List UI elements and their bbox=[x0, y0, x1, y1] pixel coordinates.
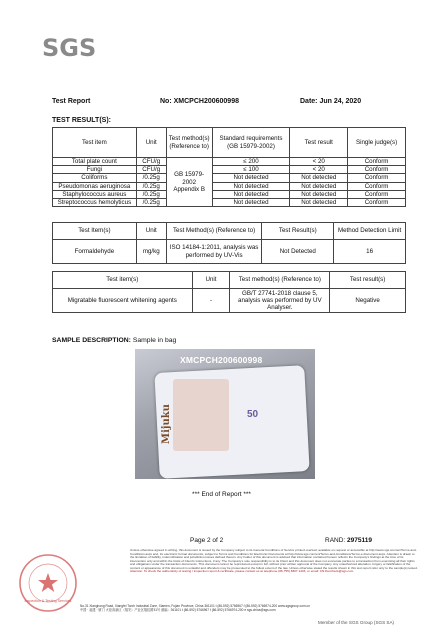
rand-label: RAND: bbox=[325, 537, 346, 544]
results-title: TEST RESULT(S): bbox=[52, 117, 111, 124]
header-cell: Test item(s) bbox=[53, 272, 193, 289]
table-cell: CFU/g bbox=[136, 158, 166, 166]
table-row bbox=[53, 289, 406, 313]
table-row bbox=[53, 166, 406, 174]
table-cell: Not detected bbox=[212, 174, 290, 182]
table-row bbox=[53, 174, 406, 182]
company-stamp bbox=[17, 552, 79, 614]
header-cell: Single judge(s) bbox=[348, 128, 406, 158]
table-cell: < 20 bbox=[290, 166, 348, 174]
report-date: Date: Jun 24, 2020 bbox=[300, 98, 362, 105]
test-report-label: Test Report bbox=[52, 98, 91, 105]
sample-description-text: Sample in bag bbox=[132, 337, 177, 344]
formaldehyde-table bbox=[52, 222, 406, 264]
table-header-row bbox=[53, 223, 406, 240]
table-cell: Pseudomonas aeruginosa bbox=[53, 182, 137, 190]
table-cell: < 20 bbox=[290, 158, 348, 166]
sgs-logo-text: SGS bbox=[42, 34, 97, 60]
table-cell: Conform bbox=[348, 190, 406, 198]
sgs-logo bbox=[42, 32, 98, 60]
header-cell: Test Method(s) (Reference to) bbox=[166, 223, 262, 240]
table-row bbox=[53, 158, 406, 166]
table-cell: /0.25g bbox=[136, 174, 166, 182]
table-header-row bbox=[53, 128, 406, 158]
table-cell: GB/T 27741-2018 clause 5, analysis was performed by UV Analyser. bbox=[230, 289, 330, 313]
page-number: Page 2 of 2 bbox=[190, 537, 224, 544]
fine-print-attention: Attention: To check the authenticity of testing / inspection report & certificate, please contact us at telephone (86-755) 8307 1443, or email: CN.Doccheck@sgs.com bbox=[130, 569, 354, 573]
sample-description-label: SAMPLE DESCRIPTION: bbox=[52, 337, 131, 344]
header-cell: Unit bbox=[136, 128, 166, 158]
fine-print bbox=[130, 549, 418, 574]
stamp-text: Inspection & Testing Services bbox=[24, 599, 72, 603]
address-line-cn: 中国 · 福建 · 厦门 火炬高新区（翔安）产业区翔虹路31号 邮编：361101 t (86-592) 5766967 f (86-592) 5766974-200 e sgs.china@sgs.com bbox=[80, 608, 276, 613]
table-cell: Migratable fluorescent whitening agents bbox=[53, 289, 193, 313]
table-cell: Not detected bbox=[290, 199, 348, 207]
table-cell: Conform bbox=[348, 166, 406, 174]
header-cell: Test method(s) (Reference to) bbox=[166, 128, 212, 158]
header-cell: Standard requirements (GB 15979-2002) bbox=[212, 128, 290, 158]
table-cell: Not detected bbox=[212, 190, 290, 198]
fluorescent-agents-table bbox=[52, 271, 406, 313]
package-count: 50 bbox=[247, 409, 259, 420]
table-cell: 16 bbox=[334, 240, 406, 264]
table-cell: Conform bbox=[348, 182, 406, 190]
table-cell: Staphylococcus aureus bbox=[53, 190, 137, 198]
header-cell: Test result(s) bbox=[330, 272, 406, 289]
sample-description bbox=[52, 337, 176, 344]
table-row bbox=[53, 182, 406, 190]
report-number: No: XMCPCH200600998 bbox=[160, 98, 239, 105]
package-window-image bbox=[173, 379, 229, 451]
table-cell: Total plate count bbox=[53, 158, 137, 166]
header-cell: Test Result(s) bbox=[262, 223, 334, 240]
table-cell: Not Detected bbox=[262, 240, 334, 264]
table-cell: Not detected bbox=[290, 182, 348, 190]
table-cell: ISO 14184-1:2011, analysis was performed by UV-Vis bbox=[166, 240, 262, 264]
table-cell: CFU/g bbox=[136, 166, 166, 174]
table-cell: Not detected bbox=[290, 190, 348, 198]
table-cell: Fungi bbox=[53, 166, 137, 174]
table-cell: Conform bbox=[348, 174, 406, 182]
sample-photo bbox=[135, 349, 315, 479]
table-cell: Conform bbox=[348, 199, 406, 207]
table-cell: ≤ 100 bbox=[212, 166, 290, 174]
table-cell: Not detected bbox=[290, 174, 348, 182]
header-cell: Test item bbox=[53, 128, 137, 158]
header-cell: Unit bbox=[192, 272, 230, 289]
method-cell: GB 15979-2002 Appendix B bbox=[166, 158, 212, 207]
table-cell: Negative bbox=[330, 289, 406, 313]
table-cell: Not detected bbox=[212, 182, 290, 190]
header-cell: Test Item(s) bbox=[53, 223, 137, 240]
table-cell: Coliforms bbox=[53, 174, 137, 182]
rand-value: 2975119 bbox=[347, 537, 372, 544]
table-cell: Conform bbox=[348, 158, 406, 166]
address-block bbox=[80, 604, 416, 612]
microbiology-table bbox=[52, 127, 406, 207]
table-cell: /0.25g bbox=[136, 190, 166, 198]
table-cell: Streptococcus hemolyticus bbox=[53, 199, 137, 207]
member-line: Member of the SGS Group (SGS SA) bbox=[318, 620, 395, 625]
header-cell: Method Detection Limit bbox=[334, 223, 406, 240]
photo-tag: XMCPCH200600998 bbox=[180, 355, 263, 365]
table-cell: /0.25g bbox=[136, 182, 166, 190]
table-row bbox=[53, 199, 406, 207]
table-row bbox=[53, 190, 406, 198]
table-row bbox=[53, 240, 406, 264]
header-cell: Test method(s) (Reference to) bbox=[230, 272, 330, 289]
address-line-en: No.31 Xianghong Road, Xiangfei Torch Industrial Zone, Xiamen, Fujian Province, China 361101 t (86-592) 5766967 f (86-592) 5766974-200 www.sgsgroup.com.cn bbox=[80, 604, 310, 608]
rand-code bbox=[325, 537, 372, 544]
table-cell: mg/kg bbox=[136, 240, 166, 264]
table-cell: Not detected bbox=[212, 199, 290, 207]
table-header-row bbox=[53, 272, 406, 289]
header-cell: Unit bbox=[136, 223, 166, 240]
fine-print-text: Unless otherwise agreed in writing, this document is issued by the Company subject to its General Conditions of Service printed overleaf, available on request or accessible at http://www.sgs.com/en/Terms-and-Conditions.aspx and, for electronic format documents, subject to Terms and Conditions for Electronic Documents at http://www.sgs.com/en/Terms-and-Conditions/Terms-e-Document.aspx. Attention is drawn to the limitation of liability, indemnification and jurisdiction issues defined therein. Any holder of this document is advised that information contained hereon reflects the Company's findings at the time of its intervention only and within the limits of Client's instructions, if any. The Company's sole responsibility is to its Client and this document does not exonerate parties to a transaction from exercising all their rights and obligations under the transaction documents. This document cannot be reproduced except in full, without prior written approval of the Company. Any unauthorized alteration, forgery or falsification of the content or appearance of this document is unlawful and offenders may be prosecuted to the fullest extent of the law. Unless otherwise stated the results shown in this test report refer only to the sample(s) tested. bbox=[130, 548, 418, 570]
table-cell: - bbox=[192, 289, 230, 313]
package-brand: Mijuku bbox=[161, 404, 172, 444]
table-cell: ≤ 200 bbox=[212, 158, 290, 166]
table-cell: Formaldehyde bbox=[53, 240, 137, 264]
table-cell: /0.25g bbox=[136, 199, 166, 207]
end-of-report: *** End of Report *** bbox=[192, 491, 251, 498]
header-cell: Test result bbox=[290, 128, 348, 158]
